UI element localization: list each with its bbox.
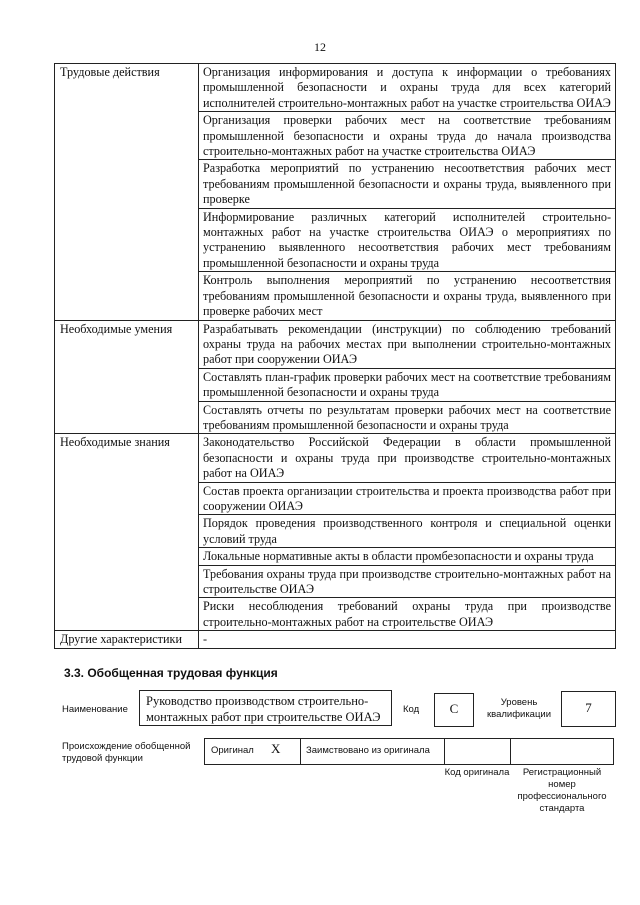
skill-item: Составлять отчеты по результатам проверки рабочих мест на соответствие требованиям промышленной безопасности и охраны труда [199, 401, 616, 434]
knowledge-item: Состав проекта организации строительства и проекта производства работ при сооружении ОИАЭ [199, 482, 616, 515]
original-label: Оригинал [211, 745, 254, 756]
skill-item: Составлять план-график проверки рабочих мест на соответствие требованиям промышленной безопасности и охраны труда [199, 368, 616, 401]
labor-action-item: Организация информирования и доступа к информации о требованиях промышленной безопасности и охраны труда для всех категорий исполнителей строительно-монтажных работ на участке строительства ОИАЭ [199, 64, 616, 112]
original-mark: X [271, 741, 281, 756]
section-title: 3.3. Обобщенная трудовая функция [64, 666, 278, 680]
qualification-level-label: Уровень квалификации [486, 697, 552, 720]
labor-function-table [54, 63, 616, 649]
origin-divider [444, 738, 445, 765]
registration-number-caption: Регистрационный номер профессионального стандарта [517, 767, 607, 814]
knowledge-item: Риски несоблюдения требований охраны труда при производстве строительно-монтажных работ на строительстве ОИАЭ [199, 598, 616, 631]
required-knowledge-label: Необходимые знания [55, 434, 199, 631]
other-characteristics-value: - [199, 631, 616, 648]
required-skills-label: Необходимые умения [55, 320, 199, 434]
origin-divider [300, 738, 301, 765]
labor-action-item: Контроль выполнения мероприятий по устранению несоответствия требованиям промышленной безопасности и охраны труда, выявленного при проверке рабочих мест [199, 272, 616, 320]
origin-divider [510, 738, 511, 765]
name-value: Руководство производством строительно-монтажных работ при строительстве ОИАЭ [139, 690, 392, 726]
knowledge-item: Порядок проведения производственного контроля и специальной оценки условий труда [199, 515, 616, 548]
code-value: C [434, 693, 474, 727]
labor-action-item: Разработка мероприятий по устранению несоответствия рабочих мест требованиям промышленной безопасности и охраны труда, выявленного при проверке [199, 160, 616, 208]
origin-label: Происхождение обобщенной трудовой функции [62, 741, 191, 764]
labor-action-item: Организация проверки рабочих мест на соответствие требованиям промышленной безопасности и охраны труда до начала производства строительно-монтажных работ на участке строительства ОИАЭ [199, 112, 616, 160]
borrowed-label: Заимствовано из оригинала [306, 745, 430, 756]
knowledge-item: Законодательство Российской Федерации в области промышленной безопасности и охраны труда при производстве строительно-монтажных работ на ОИАЭ [199, 434, 616, 482]
knowledge-item: Локальные нормативные акты в области промбезопасности и охраны труда [199, 548, 616, 565]
other-characteristics-label: Другие характеристики [55, 631, 199, 648]
labor-action-item: Информирование различных категорий исполнителей строительно-монтажных работ на участке строительства ОИАЭ о мероприятиях по устранению выявленного несоответствия рабочих мест требованиям промышленной безопасности и охраны труда [199, 208, 616, 272]
code-origin-caption: Код оригинала [444, 767, 510, 778]
knowledge-item: Требования охраны труда при производстве строительно-монтажных работ на строительстве ОИАЭ [199, 565, 616, 598]
skill-item: Разрабатывать рекомендации (инструкции) по соблюдению требований охраны труда на рабочих местах при выполнении строительно-монтажных работ при сооружении ОИАЭ [199, 320, 616, 368]
page-number: 12 [314, 40, 326, 54]
code-label: Код [403, 704, 420, 715]
name-label: Наименование [62, 704, 128, 715]
qualification-level-value: 7 [561, 691, 616, 727]
labor-actions-label: Трудовые действия [55, 64, 199, 321]
